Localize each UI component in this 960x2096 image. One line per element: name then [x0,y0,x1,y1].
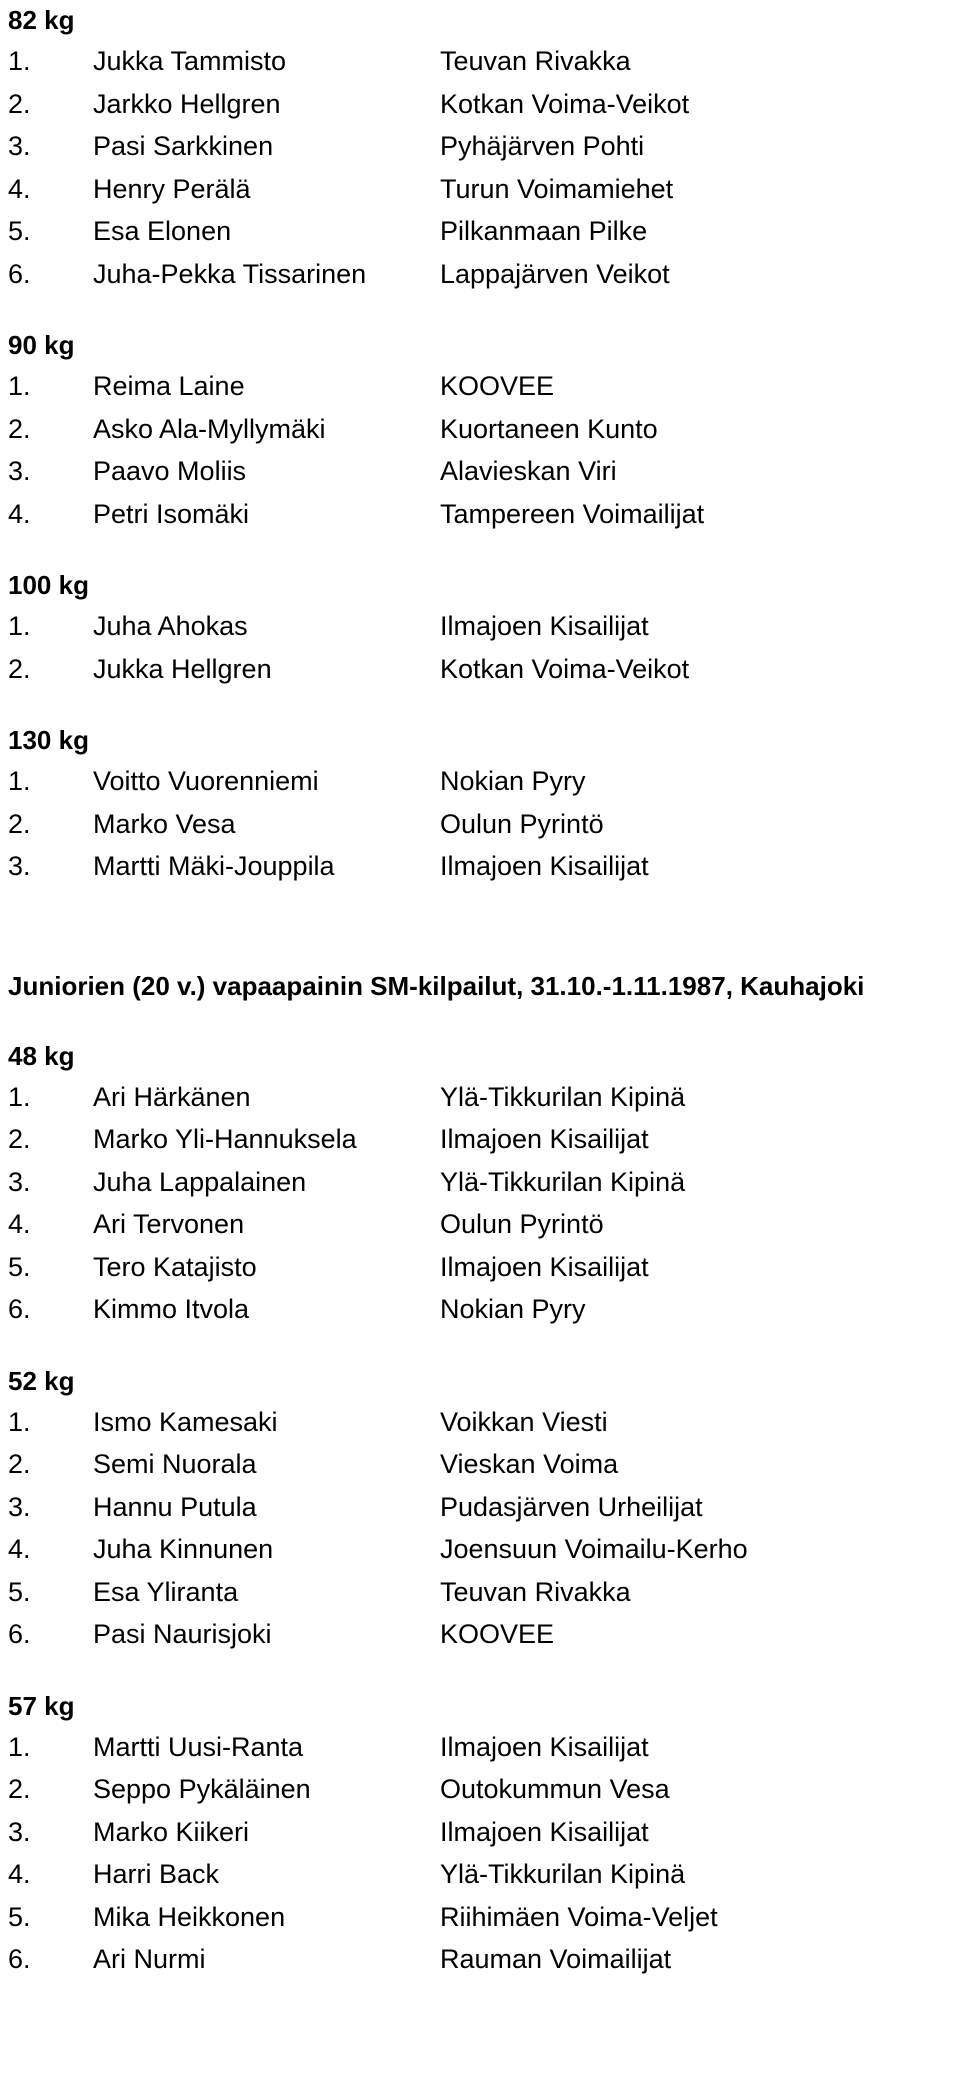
athlete-name: Jarkko Hellgren [93,88,281,119]
result-row [8,450,953,493]
rank: 4. [8,498,31,529]
result-row [8,253,953,296]
rank: 2. [8,1449,31,1479]
athlete-name: Kimmo Itvola [93,1294,250,1324]
rank: 1. [8,1081,31,1112]
athlete-name: Juha Ahokas [93,611,248,641]
spacer [8,1006,953,1036]
result-row [8,1896,953,1939]
rank: 4. [8,1534,31,1564]
rank: 5. [8,1901,31,1932]
spacer [8,1656,953,1686]
athlete-name: Harri Back [93,1859,220,1889]
athlete-name: Hannu Putula [93,1491,257,1522]
weight-class-heading: 130 kg [8,725,89,755]
athlete-name: Martti Mäki-Jouppila [93,851,335,881]
club-name: Nokian Pyry [440,1294,586,1324]
weight-class-section [8,720,953,888]
rank: 3. [8,1166,31,1197]
rank: 6. [8,1944,31,1974]
rank: 4. [8,1859,31,1889]
athlete-name: Petri Isomäki [93,498,250,529]
result-row [8,1613,953,1656]
club-name: Voikkan Viesti [440,1406,608,1437]
result-row [8,40,953,83]
club-name: Kuortaneen Kunto [440,413,658,444]
rank: 3. [8,851,31,881]
rank: 4. [8,1209,31,1239]
athlete-name: Paavo Moliis [93,456,247,486]
club-name: Ylä-Tikkurilan Kipinä [440,1859,686,1889]
rank: 3. [8,1491,31,1522]
athlete-name: Juha Lappalainen [93,1166,307,1197]
result-row [8,1768,953,1811]
rank: 1. [8,611,31,641]
club-name: Ilmajoen Kisailijat [440,611,649,641]
club-name: KOOVEE [440,1619,555,1649]
result-row [8,1118,953,1161]
athlete-name: Mika Heikkonen [93,1901,286,1932]
rank: 5. [8,1576,31,1607]
result-row [8,1726,953,1769]
rank: 3. [8,131,31,161]
competition-title: Juniorien (20 v.) vapaapainin SM-kilpailut, 31.10.-1.11.1987, Kauhajoki [8,970,865,1001]
rank: 6. [8,1619,31,1649]
athlete-name: Esa Elonen [93,216,232,246]
weight-class-heading: 100 kg [8,570,89,600]
club-name: Ilmajoen Kisailijat [440,1731,649,1762]
spacer [8,1331,953,1361]
club-name: Lappajärven Veikot [440,258,670,289]
weight-class-heading: 52 kg [8,1365,75,1396]
rank: 4. [8,173,31,204]
club-name: Oulun Pyrintö [440,1209,604,1239]
result-row [8,1853,953,1896]
rank: 1. [8,1406,31,1437]
athlete-name: Juha-Pekka Tissarinen [93,258,367,289]
rank: 1. [8,46,31,76]
club-name: Ilmajoen Kisailijat [440,1124,649,1154]
club-name: Ilmajoen Kisailijat [440,1251,649,1282]
spacer [8,690,953,720]
rank: 1. [8,371,31,401]
spacer [8,888,953,966]
result-row [8,1161,953,1204]
result-row [8,1401,953,1444]
club-name: Turun Voimamiehet [440,173,674,204]
rank: 2. [8,413,31,444]
result-row [8,210,953,253]
club-name: Ilmajoen Kisailijat [440,851,649,881]
result-row [8,1938,953,1981]
athlete-name: Ari Nurmi [93,1944,206,1974]
result-row [8,493,953,536]
athlete-name: Henry Perälä [93,173,251,204]
result-row [8,1203,953,1246]
athlete-name: Marko Vesa [93,808,236,839]
athlete-name: Martti Uusi-Ranta [93,1731,304,1762]
athlete-name: Tero Katajisto [93,1251,257,1282]
club-name: Vieskan Voima [440,1449,619,1479]
result-row [8,125,953,168]
club-name: Kotkan Voima-Veikot [440,88,690,119]
result-row [8,1811,953,1854]
result-row [8,1571,953,1614]
rank: 3. [8,456,31,486]
result-row [8,760,953,803]
club-name: Outokummun Vesa [440,1774,670,1804]
athlete-name: Seppo Pykäläinen [93,1774,311,1804]
athlete-name: Ari Tervonen [93,1209,245,1239]
athlete-name: Pasi Naurisjoki [93,1619,272,1649]
rank: 2. [8,88,31,119]
club-name: Pilkanmaan Pilke [440,216,648,246]
weight-class-section [8,1036,953,1331]
club-name: Riihimäen Voima-Veljet [440,1901,718,1932]
athlete-name: Reima Laine [93,371,245,401]
weight-class-section [8,1686,953,1981]
result-row [8,1528,953,1571]
rank: 1. [8,766,31,796]
results-document [8,0,953,1981]
rank: 5. [8,1251,31,1282]
result-row [8,1076,953,1119]
club-name: Kotkan Voima-Veikot [440,653,690,684]
athlete-name: Ari Härkänen [93,1081,251,1112]
spacer [8,295,953,325]
club-name: Teuvan Rivakka [440,46,631,76]
athlete-name: Voitto Vuorenniemi [93,766,319,796]
club-name: Nokian Pyry [440,766,586,796]
club-name: Alavieskan Viri [440,456,617,486]
rank: 2. [8,653,31,684]
club-name: Oulun Pyrintö [440,808,604,839]
weight-class-section [8,0,953,295]
club-name: Teuvan Rivakka [440,1576,631,1607]
weight-class-heading: 57 kg [8,1690,75,1721]
result-row [8,803,953,846]
result-row [8,1246,953,1289]
result-row [8,605,953,648]
weight-class-heading: 90 kg [8,330,75,360]
result-row [8,1288,953,1331]
rank: 5. [8,216,31,246]
result-row [8,168,953,211]
result-row [8,365,953,408]
athlete-name: Marko Yli-Hannuksela [93,1124,357,1154]
rank: 3. [8,1816,31,1847]
result-row [8,648,953,691]
athlete-name: Jukka Tammisto [93,46,287,76]
rank: 1. [8,1731,31,1762]
weight-class-section [8,325,953,535]
athlete-name: Semi Nuorala [93,1449,257,1479]
athlete-name: Asko Ala-Myllymäki [93,413,326,444]
club-name: Pudasjärven Urheilijat [440,1491,703,1522]
result-row [8,1486,953,1529]
club-name: Ylä-Tikkurilan Kipinä [440,1081,686,1112]
rank: 6. [8,1294,31,1324]
club-name: Ilmajoen Kisailijat [440,1816,649,1847]
athlete-name: Jukka Hellgren [93,653,272,684]
weight-class-section [8,565,953,690]
athlete-name: Marko Kiikeri [93,1816,250,1847]
athlete-name: Juha Kinnunen [93,1534,274,1564]
result-row [8,83,953,126]
club-name: Pyhäjärven Pohti [440,131,645,161]
rank: 2. [8,1124,31,1154]
weight-class-heading: 48 kg [8,1040,75,1071]
club-name: Tampereen Voimailijat [440,498,705,529]
club-name: Ylä-Tikkurilan Kipinä [440,1166,686,1197]
club-name: Joensuun Voimailu-Kerho [440,1534,748,1564]
club-name: Rauman Voimailijat [440,1944,672,1974]
rank: 2. [8,808,31,839]
athlete-name: Pasi Sarkkinen [93,131,274,161]
athlete-name: Esa Yliranta [93,1576,239,1607]
rank: 2. [8,1774,31,1804]
result-row [8,845,953,888]
rank: 6. [8,258,31,289]
weight-class-section [8,1361,953,1656]
athlete-name: Ismo Kamesaki [93,1406,278,1437]
result-row [8,408,953,451]
spacer [8,535,953,565]
club-name: KOOVEE [440,371,555,401]
weight-class-heading: 82 kg [8,5,75,35]
result-row [8,1443,953,1486]
